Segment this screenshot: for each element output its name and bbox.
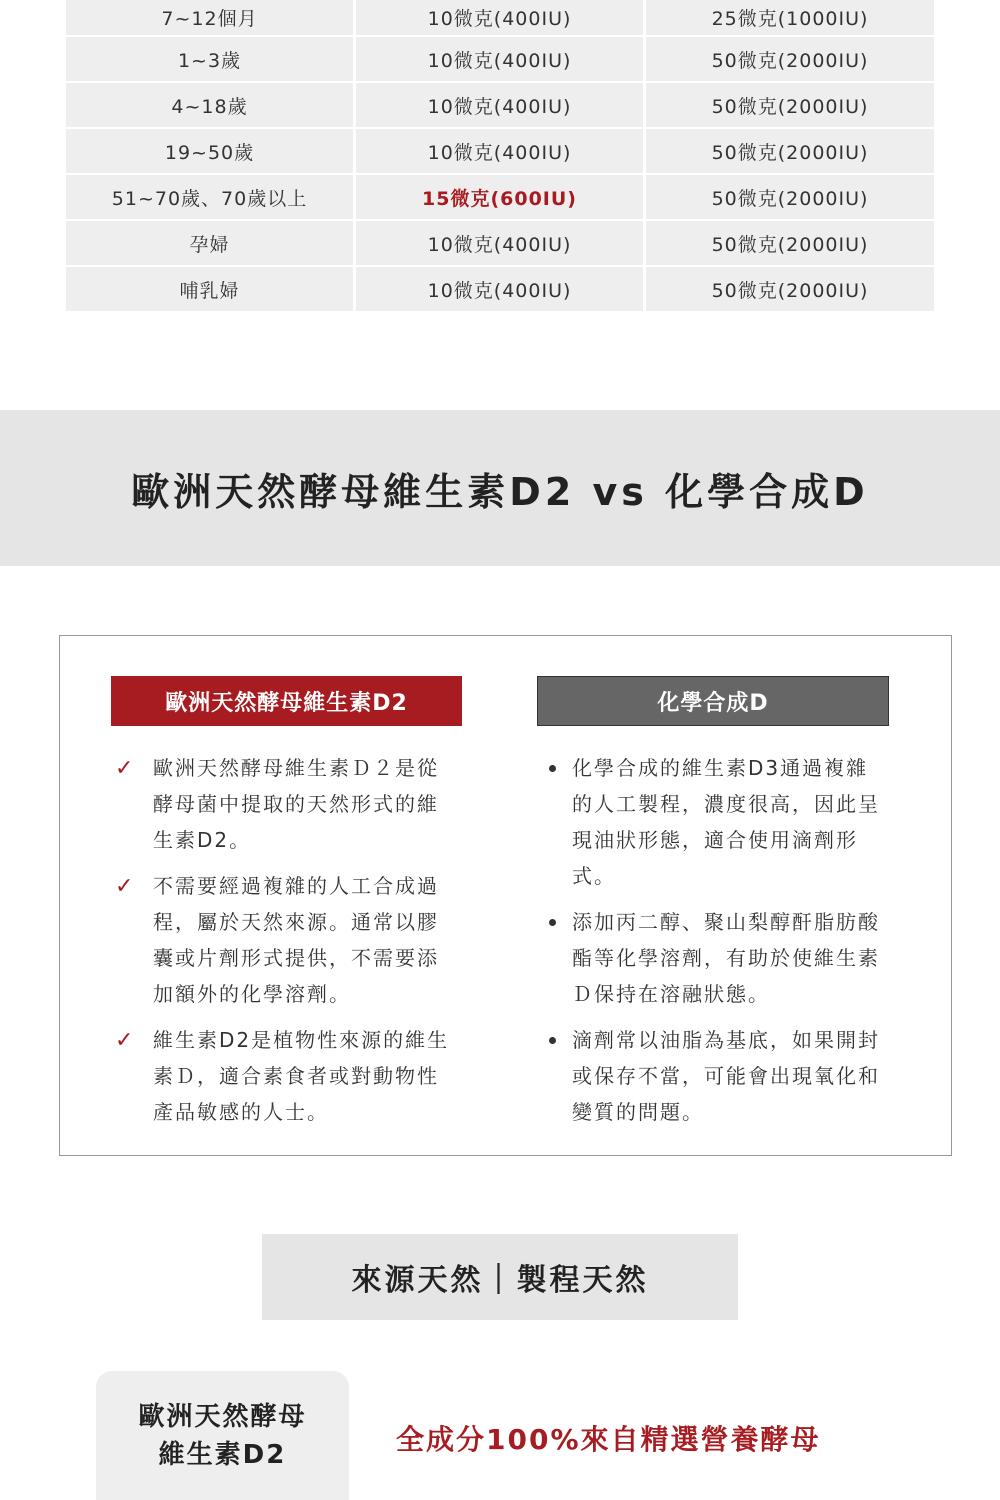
rda-cell: 10微克(400IU) (353, 83, 643, 127)
natural-d2-list (115, 750, 455, 1140)
synthetic-d-header: 化學合成D (537, 676, 889, 726)
list-item (115, 750, 455, 858)
subheading: 來源天然｜製程天然 (351, 1263, 649, 1298)
age-cell: 1~3歲 (177, 49, 242, 72)
age-cell: 孕婦 (189, 233, 230, 256)
bullet-icon (549, 1037, 556, 1044)
feature-label: 歐洲天然酵母 維生素D2 (138, 1401, 307, 1470)
list-item-text: 化學合成的維生素D3通過複雜的人工製程，濃度很高，因此呈現油狀形態，適合使用滴劑形式。 (572, 756, 880, 888)
check-icon: ✓ (115, 756, 136, 781)
table-row (66, 0, 934, 37)
check-icon: ✓ (115, 874, 136, 899)
list-item (540, 904, 880, 1012)
section-title: 歐洲天然酵母維生素D2 vs 化學合成D (131, 469, 869, 514)
list-item-text: 不需要經過複雜的人工合成過程，屬於天然來源。通常以膠囊或片劑形式提供，不需要添加額外的化學溶劑。 (153, 874, 439, 1006)
age-cell: 7~12個月 (161, 8, 258, 30)
ul-cell: 50微克(2000IU) (643, 83, 934, 127)
table-row (66, 175, 934, 221)
list-item-text: 滴劑常以油脂為基底，如果開封或保存不當，可能會出現氧化和變質的問題。 (572, 1028, 880, 1124)
list-item-text: 添加丙二醇、聚山梨醇酐脂肪酸酯等化學溶劑，有助於使維生素Ｄ保持在溶融狀態。 (572, 910, 880, 1006)
list-item (540, 1022, 880, 1130)
ul-cell: 50微克(2000IU) (643, 129, 934, 173)
age-cell: 19~50歲 (164, 141, 255, 164)
rda-cell: 10微克(400IU) (353, 37, 643, 81)
table-row (66, 37, 934, 83)
list-item (115, 1022, 455, 1130)
list-item (540, 750, 880, 894)
rda-cell: 10微克(400IU) (353, 129, 643, 173)
rda-cell: 10微克(400IU) (353, 221, 643, 265)
list-item-text: 歐洲天然酵母維生素Ｄ２是從酵母菌中提取的天然形式的維生素D2。 (153, 756, 439, 852)
table-row (66, 267, 934, 313)
ul-cell: 50微克(2000IU) (643, 221, 934, 265)
table-row (66, 129, 934, 175)
age-cell: 4~18歲 (171, 95, 248, 118)
ul-cell: 50微克(2000IU) (643, 175, 934, 219)
rda-cell: 10微克(400IU) (353, 0, 643, 35)
feature-card (96, 1371, 349, 1500)
section-title-band (0, 410, 1000, 566)
ul-cell: 50微克(2000IU) (643, 267, 934, 311)
natural-d2-header: 歐洲天然酵母維生素D2 (111, 676, 462, 726)
comparison-box (59, 635, 952, 1156)
bullet-icon (549, 919, 556, 926)
table-row (66, 221, 934, 267)
age-cell: 51~70歲、70歲以上 (111, 187, 308, 210)
bullet-icon (549, 765, 556, 772)
list-item (115, 868, 455, 1012)
synthetic-d-list (540, 750, 880, 1140)
dosage-table (66, 0, 934, 313)
age-cell: 哺乳婦 (179, 279, 240, 302)
rda-cell: 10微克(400IU) (353, 267, 643, 311)
ul-cell: 50微克(2000IU) (643, 37, 934, 81)
check-icon: ✓ (115, 1028, 136, 1053)
ul-cell: 25微克(1000IU) (643, 0, 934, 35)
feature-text: 全成分100%來自精選營養酵母 (396, 1423, 821, 1456)
table-row (66, 83, 934, 129)
rda-cell-highlighted: 15微克(600IU) (353, 175, 643, 219)
list-item-text: 維生素D2是植物性來源的維生素Ｄ，適合素食者或對動物性產品敏感的人士。 (153, 1028, 450, 1124)
subheading-band (262, 1234, 738, 1320)
